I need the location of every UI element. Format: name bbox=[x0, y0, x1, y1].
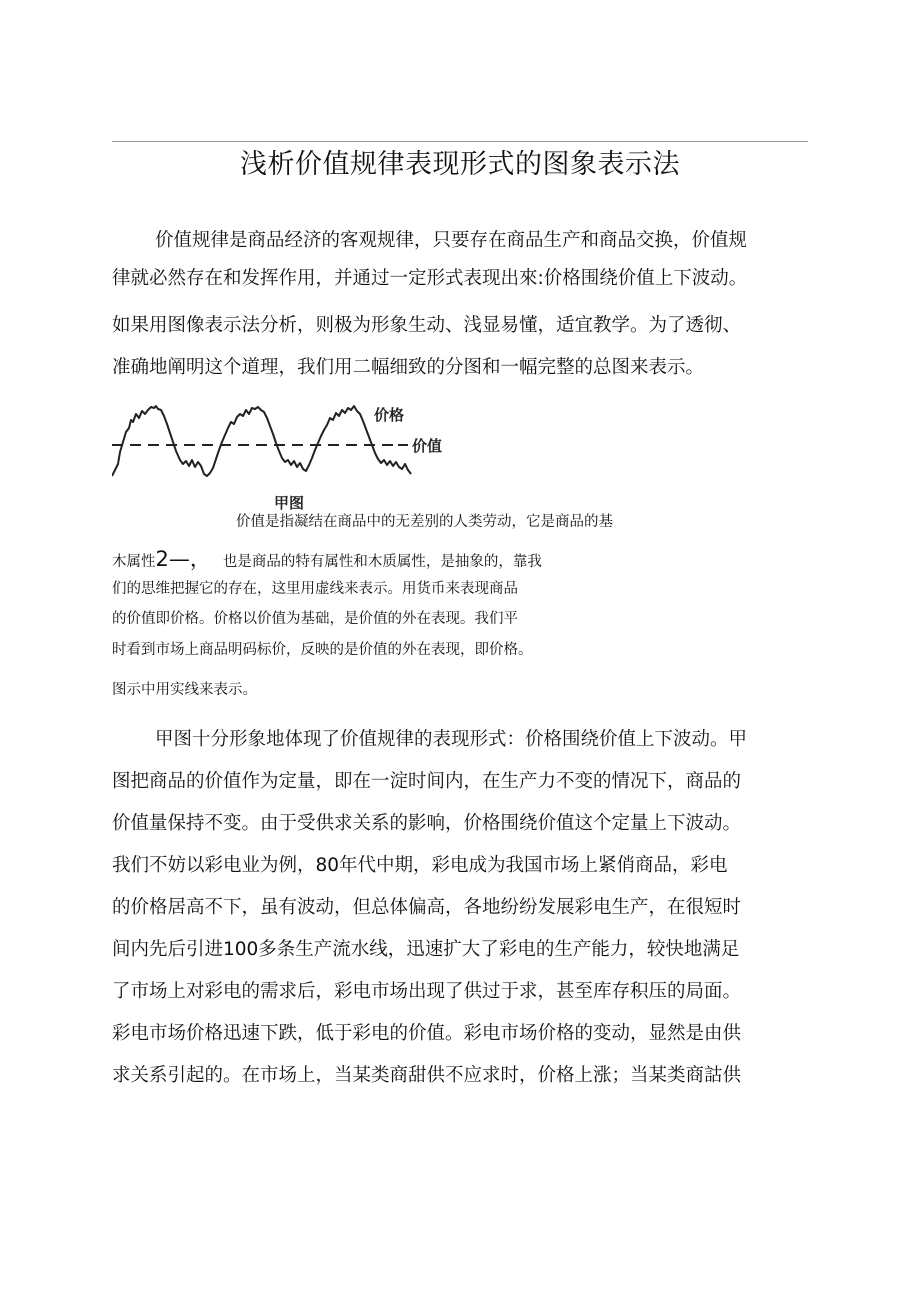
para2-line: 彩电市场价格迅速下跌，低于彩电的价值。彩电市场价格的变动，显然是由供 bbox=[112, 1023, 742, 1044]
para2-line: 我们不妨以彩电业为例，80年代中期，彩电成为我国市场上紧俏商品，彩电 bbox=[112, 855, 728, 876]
para1-line: 价值规律是商品经济的客观规律，只要存在商品生产和商品交换，价值规 bbox=[155, 230, 748, 251]
side-text-line: 的价值即价格。价格以价值为基础，是价值的外在表现。我们平 bbox=[112, 611, 518, 627]
side-text-fragment: 木属性 bbox=[112, 554, 156, 570]
side-text-line: 图示中用实线来表示。 bbox=[112, 682, 257, 698]
para2-line: 图把商品的价值作为定量，即在一淀时间内，在生产力不变的情况下，商品的 bbox=[112, 771, 742, 792]
para2-line: 求关系引起的。在市场上，当某类商甜供不应求时，价格上涨；当某类商詁供 bbox=[112, 1065, 742, 1086]
para1-line: 准确地阐明这个道理，我们用二幅细致的分图和一幅完整的总图来表示。 bbox=[112, 357, 705, 378]
price-solid-curve bbox=[112, 406, 411, 476]
para2-line: 了市场上对彩电的需求后，彩电市场出现了供过于求，甚至库存积压的局面。 bbox=[112, 981, 742, 1002]
page-title: 浅析价值规律表现形式的图象表示法 bbox=[240, 149, 680, 180]
side-text-fragment: 2—， bbox=[155, 547, 211, 571]
para2-line: 甲图十分形象地体现了价值规律的表现形式：价格围绕价值上下波动。甲 bbox=[155, 729, 748, 750]
price-value-figure bbox=[112, 398, 442, 514]
para2-line: 间内先后引进100多条生产流水线，迅速扩大了彩电的生产能力，较快地满足 bbox=[112, 939, 740, 960]
para1-line: 律就必然存在和发挥作用，并通过一定形式表现出來:价格围绕价值上下波动。 bbox=[112, 268, 748, 289]
value-label: 价值 bbox=[412, 437, 442, 455]
header-rule bbox=[112, 141, 808, 142]
para1-line: 如果用图像表示法分析，则极为形象生动、浅显易懂，适宜教学。为了透彻、 bbox=[112, 315, 742, 336]
side-text-line bbox=[112, 548, 542, 573]
side-text-line: 价值是指凝结在商品中的无差别的人类劳动，它是商品的基 bbox=[236, 514, 613, 530]
para2-line: 价值量保持不变。由于受供求关系的影响，价格围绕价值这个定量上下波动。 bbox=[112, 813, 742, 834]
para2-line: 的价格居高不下，虽有波动，但总体偏高，各地纷纷发展彩电生产，在很短时 bbox=[112, 897, 742, 918]
price-label: 价格 bbox=[374, 406, 405, 424]
side-text-line: 们的思维把握它的存在，这里用虚线来表示。用货币来表现商品 bbox=[112, 581, 518, 597]
side-text-line: 时看到市场上商品明码标价，反映的是价值的外在表现，即价格。 bbox=[112, 642, 533, 658]
side-text-fragment: 也是商品的特有属性和木质属性，是抽象的，靠我 bbox=[222, 554, 542, 570]
figure-caption: 甲图 bbox=[274, 494, 305, 512]
